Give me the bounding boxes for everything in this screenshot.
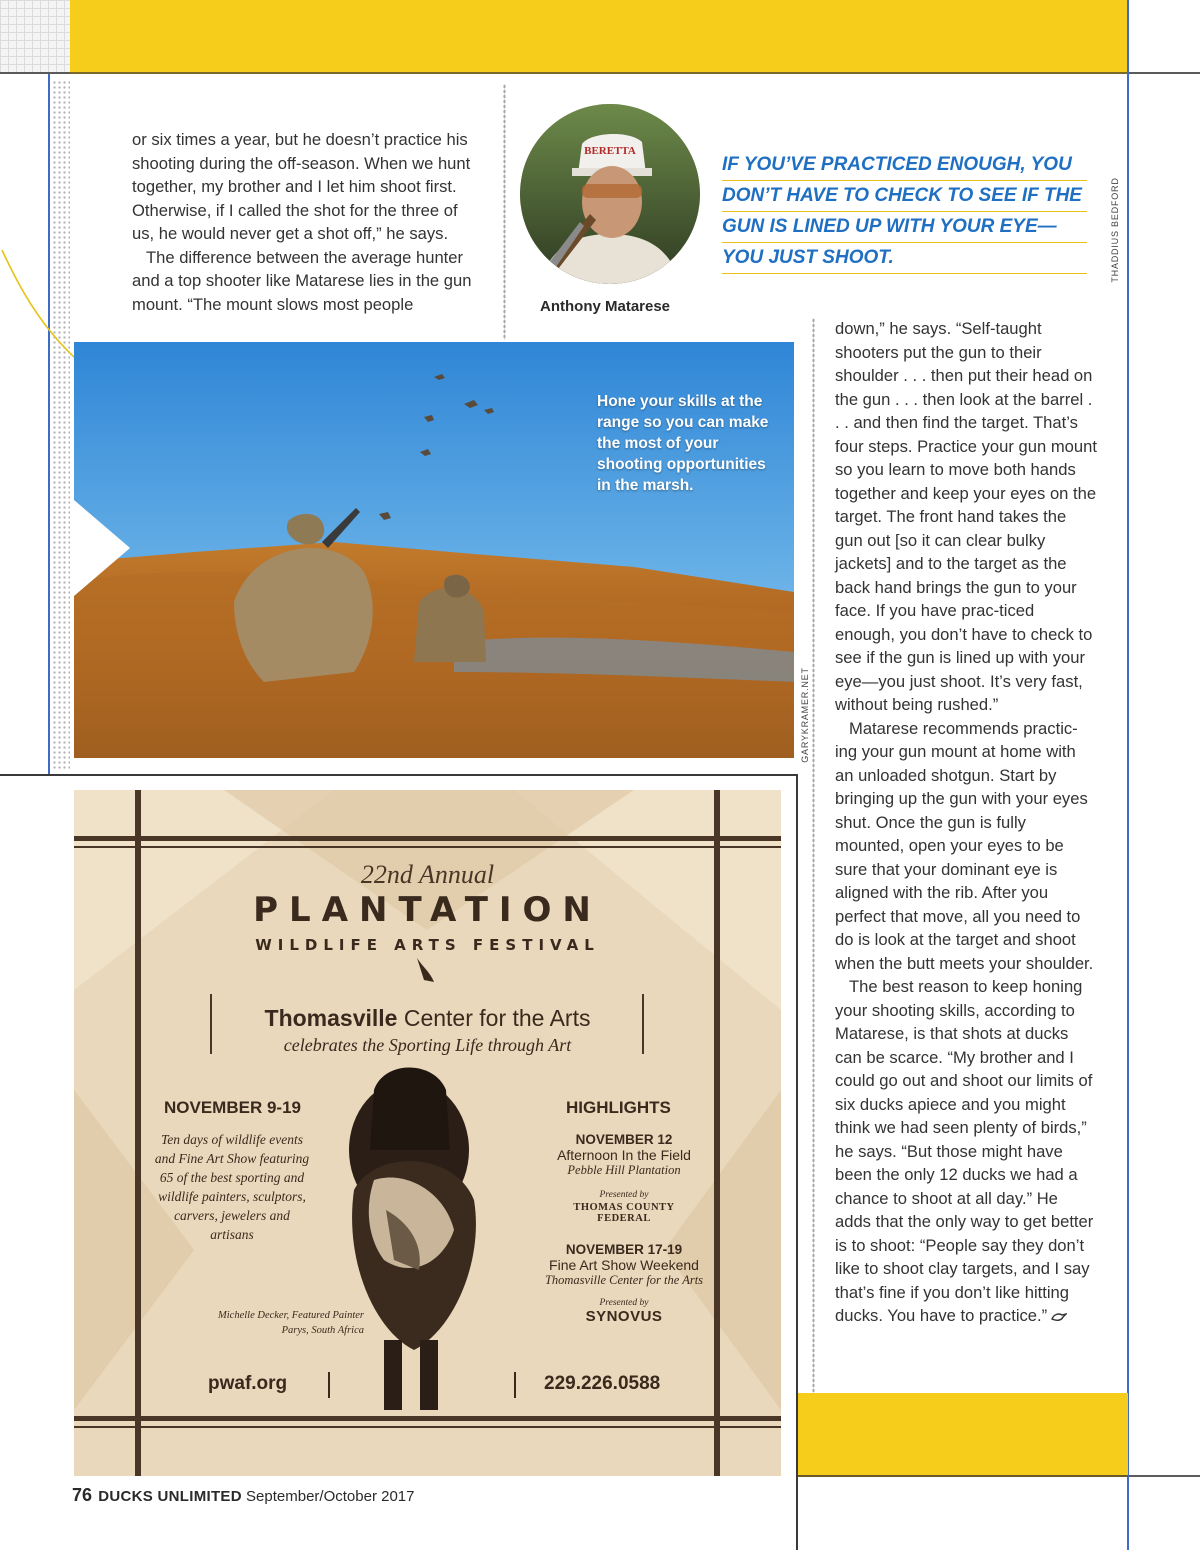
svg-text:BERETTA: BERETTA [584,145,636,157]
festival-advertisement [74,790,781,1476]
column-dot-divider [812,318,815,1393]
paragraph: down,” he says. “Self-taught shooters put the gun to their shoulder . . . then put their head on the gun . . . then look at the barrel . . . and then find the target. That’s four steps. Practice your gun mount so you learn to move both hands together and keep your eyes on the target. The front hand takes the gun out [so it can clear bulky jackets] and to the target as the back hand brings the gun to your face. If you have prac-ticed enough, you don’t have to check to see if the gun is lined up with your eye—you just shoot. It’s very fast, without being rushed.” [835,319,1097,714]
top-yellow-band [70,0,1128,74]
ad-featured-painter: Michelle Decker, Featured Painter Parys, South Africa [218,1310,364,1336]
page-number: 76 [72,1485,93,1505]
right-blue-rule [1127,0,1129,1550]
bottom-yellow-band [798,1393,1128,1477]
portrait-caption: Anthony Matarese [540,298,671,315]
magazine-name: DUCKS UNLIMITED [98,1488,242,1505]
photo-caption: Hone your skills at the range so you can make the most of your shooting opportunities in the marsh. [597,393,769,494]
ad-tagline: celebrates the Sporting Life through Art [283,1035,572,1055]
ad-highlights: NOVEMBER 12 Afternoon In the Field Pebble Hill Plantation Presented by THOMAS COUNTY FEDERAL NOVEMBER 17-19 Fine Art Show Weekend Thomasville Center for the Arts Presented by SYNOVUS [544,1132,704,1325]
ad-divider [514,1372,516,1398]
bottom-right-rule [1129,1475,1200,1477]
pull-quote-line: DON’T HAVE TO CHECK TO SEE IF THE [722,181,1087,212]
issue-date: September/October 2017 [246,1488,415,1505]
article-column-right [835,317,1097,1328]
duck-end-mark-icon [1051,1311,1067,1323]
ad-highlights-heading: HIGHLIGHTS [566,1098,671,1117]
paragraph: The difference between the average hunter and a top shooter like Matarese lies in the gun mount. “The mount slows most people [132,247,472,314]
pull-quote-line: GUN IS LINED UP WITH YOUR EYE— [722,212,1087,243]
ad-divider [328,1372,330,1398]
ad-description: Ten days of wildlife events and Fine Art Show featuring 65 of the best sporting and wildlife painters, sculptors, carvers, jewelers and artisans [154,1132,310,1242]
ad-title: PLANTATION [253,890,602,930]
ad-frame-rule [0,774,797,776]
paragraph: Matarese recommends practic-ing your gun mount at home with an unloaded shotgun. Start by bringing up the gun with your eyes shut. Once the gun is fully mounted, open your eyes to be sure that your dominant eye is aligned with the rib. After you perfect that move, all you need to do is look at the target and shoot when the butt meets your shoulder. [835,718,1094,973]
pull-quote-line: IF YOU’VE PRACTICED ENOUGH, YOU [722,150,1087,181]
corner-grid-decoration [0,0,70,72]
paragraph: The best reason to keep honing your shooting skills, according to Matarese, is that shots at ducks can be scarce. “My brother and I could go out and shoot our limits of six ducks apiece and you might think we had seen plenty of birds,” he says. “But those might have been the only 12 ducks we had a chance to shoot at all day.” He adds that the only way to get better is to shoot: “People say they don’t like to shoot clay targets, and I say that’s fine if you don’t like hitting ducks. You have to practice.” [835,977,1094,1325]
page-footer [72,1485,414,1506]
right-edge-rule [1129,72,1200,74]
ad-website-link[interactable]: pwaf.org [208,1373,288,1394]
photo-credit-portrait: THADDIUS BEDFORD [1110,177,1120,283]
paragraph: or six times a year, but he doesn’t practice his shooting during the off-season. When we hunt together, my brother and I let him shoot first. Otherwise, if I called the shot for the three of us, he would never get a shot off,” he says. [132,130,471,243]
ad-dates-heading: NOVEMBER 9-19 [164,1098,301,1117]
ad-presenter: Thomasville Center for the Arts [264,1005,591,1031]
pull-quote [722,150,1087,274]
top-rule [0,72,70,74]
column-dot-divider [503,84,506,340]
ad-phone: 229.226.0588 [544,1373,661,1394]
ad-subtitle: WILDLIFE ARTS FESTIVAL [255,936,600,954]
portrait-photo [520,104,700,284]
ad-edition: 22nd Annual [360,860,495,889]
article-column-left [132,128,484,316]
pull-quote-line: YOU JUST SHOOT. [722,243,1087,274]
photo-credit-photo: GARYKRAMER.NET [800,667,810,763]
white-triangle-decoration [74,500,132,596]
